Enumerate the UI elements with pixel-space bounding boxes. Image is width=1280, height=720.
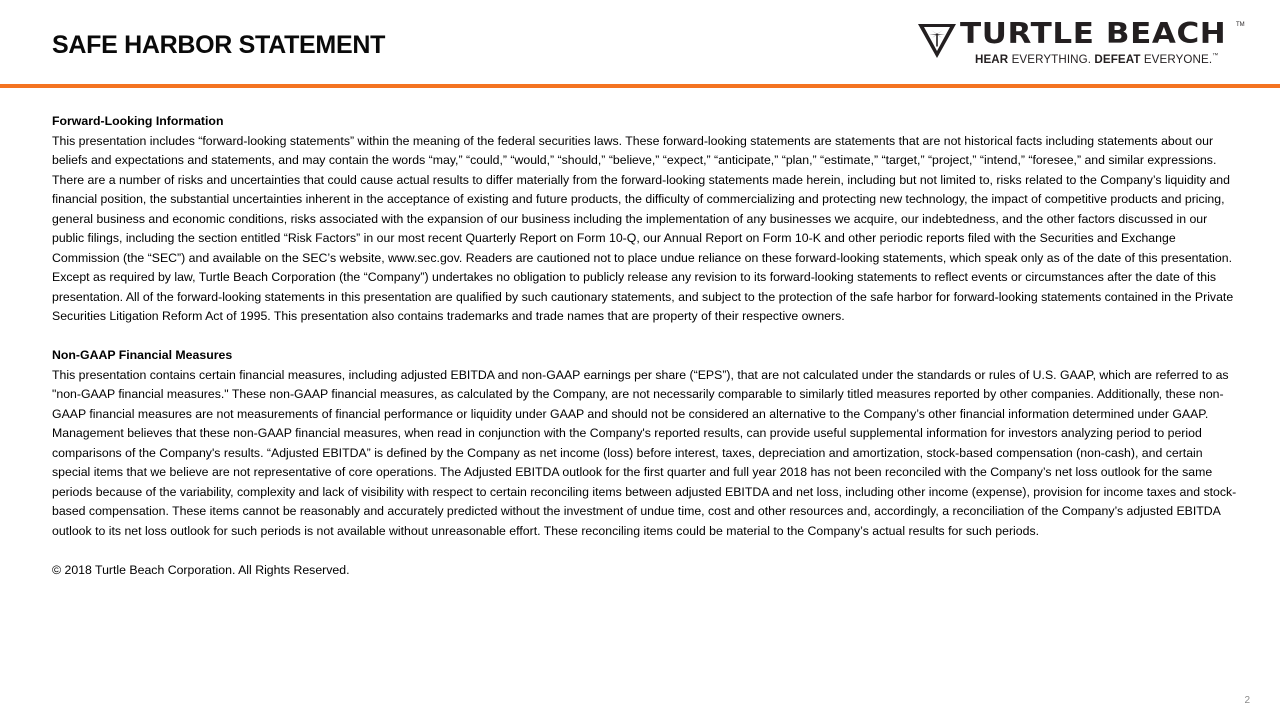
slide-title: SAFE HARBOR STATEMENT — [52, 31, 386, 59]
page-number: 2 — [1244, 695, 1250, 706]
section-spacer — [52, 541, 1242, 561]
header-accent-rule — [0, 84, 1280, 88]
logo-wordmark: TURTLE BEACH — [960, 17, 1227, 51]
logo-tagline — [975, 53, 1218, 66]
non-gaap-heading: Non-GAAP Financial Measures — [52, 348, 233, 362]
forward-looking-heading: Forward-Looking Information — [52, 114, 224, 128]
tagline-everything: EVERYTHING. — [1008, 53, 1095, 66]
tagline-hear: HEAR — [975, 53, 1009, 66]
non-gaap-paragraph: This presentation contains certain financial measures, including adjusted EBITDA and non-GAAP earnings per share (“EPS”), that are not calculated under the standards or rules of U.S. GAAP, which are referred to as "non-GAAP financial measures." These non-GAAP financial measures, as calculated by the Company, are not necessarily comparable to similarly titled measures reported by other companies. Additionally, these non-GAAP financial measures are not measurements of financial performance or liquidity under GAAP and should not be considered an alternative to the Company’s other financial information determined under GAAP. Management believes that these non-GAAP financial measures, when read in conjunction with the Company's reported results, can provide useful supplemental information for investors analyzing period to period comparisons of the Company's results. “Adjusted EBITDA” is defined by the Company as net income (loss) before interest, taxes, depreciation and amortization, stock-based compensation (non-cash), and certain special items that we believe are not representative of core operations. The Adjusted EBITDA outlook for the first quarter and full year 2018 has not been reconciled with the Company’s net loss outlook for the same periods because of the variability, complexity and lack of visibility with respect to certain reconciling items between adjusted EBITDA and net loss, including other income (expense), provision for income taxes and stock-based compensation. These items cannot be reasonably and accurately predicted without the investment of undue time, cost and other resources and, accordingly, a reconciliation of the Company’s adjusted EBITDA outlook to its net loss outlook for such periods is not available without unreasonable effort. These reconciling items could be material to the Company’s actual results for such periods. — [52, 367, 1237, 538]
turtle-beach-shield-icon — [918, 24, 956, 58]
logo-trademark: TM — [1236, 22, 1245, 28]
company-logo — [916, 17, 1246, 68]
tagline-defeat: DEFEAT — [1094, 53, 1141, 66]
copyright-notice: © 2018 Turtle Beach Corporation. All Rights Reserved. — [52, 562, 350, 577]
statement-body — [52, 112, 1242, 580]
tagline-trademark: ™ — [1212, 53, 1219, 59]
forward-looking-paragraph: This presentation includes “forward-looking statements” within the meaning of the federal securities laws. These forward-looking statements are statements that are not historical facts including statements about our beliefs and expectations and statements, and may contain the words “may,” “could,” “would,” “should,” “believe,” “expect,” “anticipate,” “plan,” “estimate,” “target,” “project,” “intend,” “foresee,” and similar expressions. There are a number of risks and uncertainties that could cause actual results to differ materially from the forward-looking statements made herein, including but not limited to, risks related to the Company’s liquidity and financial position, the substantial uncertainties inherent in the acceptance of existing and future products, the difficulty of commercializing and protecting new technology, the impact of competitive products and pricing, general business and economic conditions, risks associated with the expansion of our business including the implementation of any businesses we acquire, our indebtedness, and the other factors discussed in our public filings, including the section entitled “Risk Factors” in our most recent Quarterly Report on Form 10-Q, our Annual Report on Form 10-K and other periodic reports filed with the Securities and Exchange Commission (the “SEC”) and available on the SEC’s website, www.sec.gov. Readers are cautioned not to place undue reliance on these forward-looking statements, which speak only as of the date of this presentation. Except as required by law, Turtle Beach Corporation (the “Company”) undertakes no obligation to publicly release any revision to its forward-looking statements to reflect events or circumstances after the date of this presentation. All of the forward-looking statements in this presentation are qualified by such cautionary statements, and subject to the protection of the safe harbor for forward-looking statements contained in the Private Securities Litigation Reform Act of 1995. This presentation also contains trademarks and trade names that are property of their respective owners. — [52, 133, 1234, 323]
section-spacer — [52, 327, 1242, 347]
tagline-everyone: EVERYONE. — [1140, 53, 1213, 66]
